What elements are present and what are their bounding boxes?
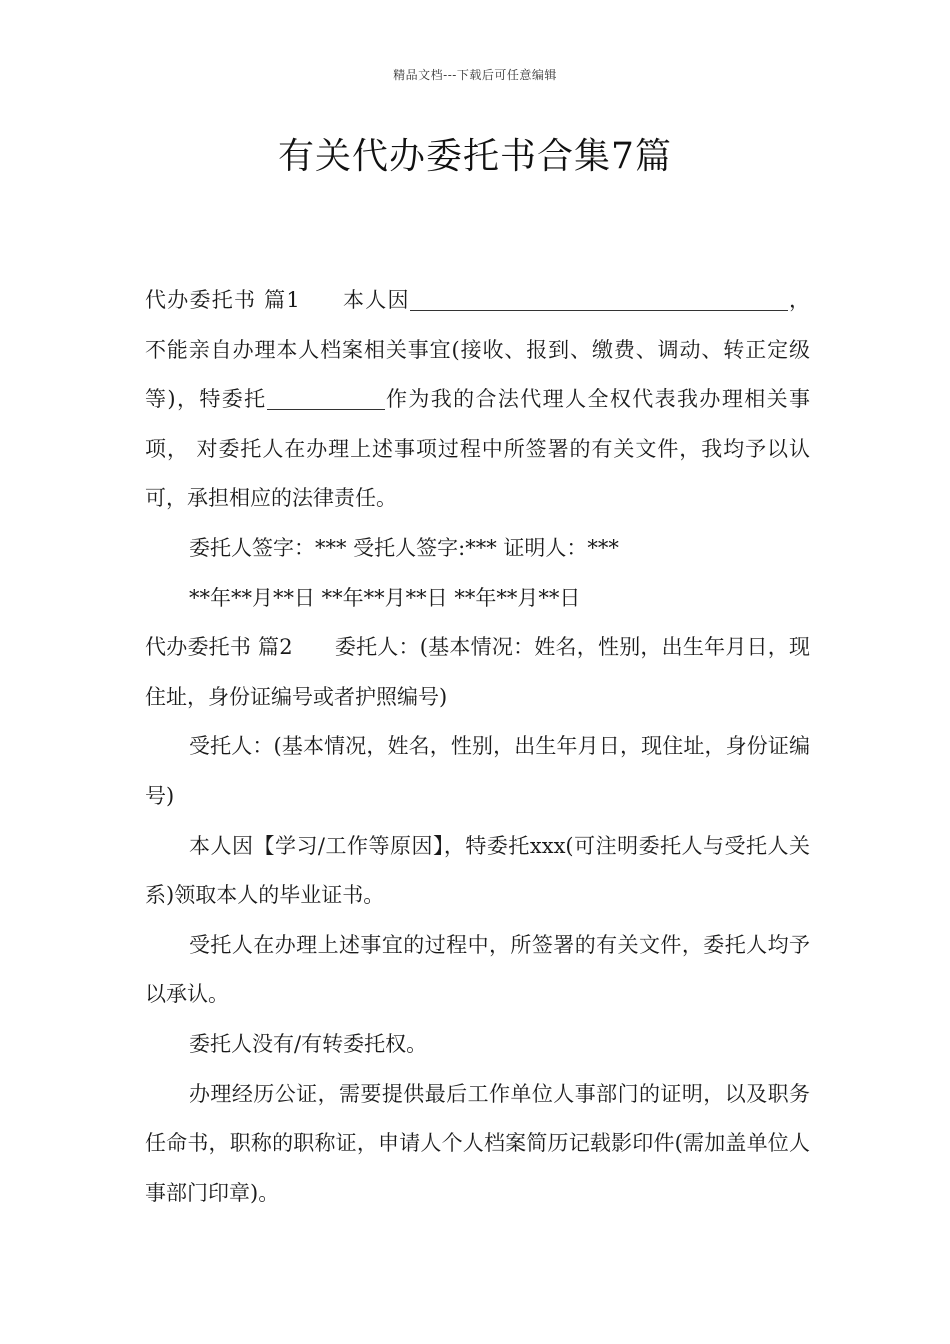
section1-heading: 代办委托书 篇1 — [145, 288, 300, 312]
section1-text1: 不能亲自办理本人档案相关事宜(接收、报到、缴费、调动、转正定级等)，特委托 — [145, 337, 810, 412]
section1-dates: **年**月**日 **年**月**日 **年**月**日 — [189, 585, 581, 610]
fill-in-blank-agent — [267, 379, 385, 410]
section1-first-paragraph — [145, 276, 810, 524]
section1-text2: 作为我的合法代理人全权代表我办理相关事项， 对委托人在办理上述事项过程中所签署的有关文件，我均予以认可，承担相应的法律责任。 — [145, 387, 810, 511]
section2-principal: 委托人：(基本情况：姓名，性别，出生年月日，现住址，身份证编号或者护照编号) — [145, 635, 810, 709]
document-body — [145, 276, 810, 1218]
section2-acknowledge: 受托人在办理上述事宜的过程中，所签署的有关文件，委托人均予以承认。 — [145, 932, 810, 1007]
section2-reason: 本人因【学习/工作等原因】，特委托xxx(可注明委托人与受托人关系)领取本人的毕业证书。 — [145, 833, 810, 908]
section2-heading: 代办委托书 篇2 — [145, 635, 293, 660]
section2-subdelegate: 委托人没有/有转委托权。 — [189, 1031, 428, 1056]
section2-first-paragraph — [145, 623, 810, 722]
fill-in-blank-reason — [410, 280, 788, 311]
document-title: 有关代办委托书合集7篇 — [278, 136, 672, 177]
section1-comma: ， — [787, 288, 810, 312]
section1-intro: 本人因 — [341, 288, 410, 312]
section1-signatures: 委托人签字：*** 受托人签字:*** 证明人：*** — [189, 535, 619, 560]
header-note: 精品文档---下载后可任意编辑 — [393, 68, 557, 82]
section2-notary: 办理经历公证，需要提供最后工作单位人事部门的证明，以及职务任命书，职称的职称证，申请人个人档案简历记载影印件(需加盖单位人事部门印章)。 — [145, 1081, 810, 1205]
section2-agent: 受托人：(基本情况，姓名，性别，出生年月日，现住址，身份证编号) — [145, 734, 810, 808]
